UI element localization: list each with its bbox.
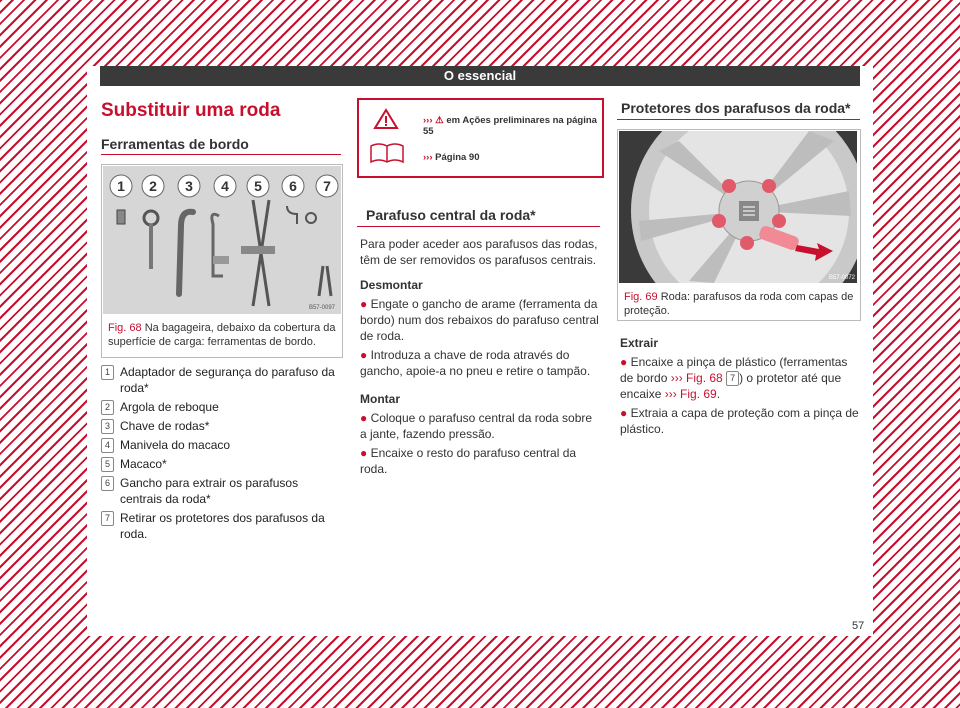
- list-item: 1 Adaptador de segurança do parafuso da roda*: [101, 364, 341, 396]
- page-title: Substituir uma roda: [101, 100, 281, 121]
- chapter-header: O essencial: [100, 66, 860, 86]
- section-rule: [101, 154, 341, 155]
- page-number: 57: [852, 620, 865, 632]
- callout-3-label: 3: [185, 178, 193, 194]
- section-title-bolt-covers: Protetores dos parafusos da roda*: [621, 100, 851, 116]
- warning-box: [357, 98, 604, 178]
- wheel-illustration: [619, 131, 857, 283]
- figure-68-caption-text: Na bagageira, debaixo da cobertura da superfície de carga: ferramentas de bordo.: [108, 322, 336, 348]
- small-warning-icon: ⚠: [435, 115, 444, 126]
- list-item: 3 Chave de rodas*: [101, 418, 341, 434]
- book-icon: [369, 142, 405, 166]
- list-item: 2 Argola de reboque: [101, 399, 341, 415]
- figure-69-code: B57-0072: [828, 275, 855, 281]
- figure-69-caption-text: Roda: parafusos da roda com capas de proteção.: [624, 291, 854, 317]
- extrair-label: Extrair: [620, 336, 659, 350]
- callout-7-label: 7: [323, 178, 331, 194]
- figure-69: [617, 129, 861, 321]
- list-item: 7 Retirar os protetores dos parafusos da roda.: [101, 510, 341, 542]
- callout-4-label: 4: [221, 178, 229, 194]
- intro-paragraph: Para poder aceder aos parafusos das rodas, têm de ser removidos os parafusos centrais.: [360, 237, 598, 267]
- figure-69-ref: Fig. 69: [624, 291, 658, 303]
- callout-6-label: 6: [289, 178, 297, 194]
- list-item: 4 Manivela do macaco: [101, 437, 341, 453]
- list-item: 6 Gancho para extrair os parafusos centrais da roda*: [101, 475, 341, 507]
- bolt-covers-body: [620, 326, 860, 437]
- tools-list: [101, 364, 341, 545]
- fig-68-link[interactable]: ››› Fig. 68: [670, 371, 723, 385]
- bullet-item: ● Introduza a chave de roda através do gancho, apoie-a no pneu e retire o tampão.: [360, 348, 591, 378]
- section-rule: [617, 119, 860, 120]
- fig-69-link[interactable]: ››› Fig. 69: [664, 387, 717, 401]
- figure-69-caption: [624, 290, 854, 318]
- section-title-central-bolt: Parafuso central da roda*: [366, 207, 536, 223]
- warning-ref-2[interactable]: ››› Página 90: [423, 152, 480, 163]
- callout-1-label: 1: [117, 178, 125, 194]
- central-bolt-body: [360, 236, 600, 477]
- bullet-item: ● Coloque o parafuso central da roda sobre a jante, fazendo pressão.: [360, 411, 593, 441]
- section-title-tools: Ferramentas de bordo: [101, 136, 249, 152]
- montar-label: Montar: [360, 392, 400, 406]
- warning-ref-1[interactable]: ››› ⚠ em Ações preliminares na página 55: [423, 115, 597, 137]
- section-rule: [357, 226, 600, 227]
- bullet-item: ● Engate o gancho de arame (ferramenta da bordo) num dos rebaixos do parafuso central de roda.: [360, 297, 599, 343]
- bullet-item: ● Encaixe a pinça de plástico (ferramentas de bordo ››› Fig. 68 7 ) o protetor até que encaixe ››› Fig. 69.: [620, 355, 848, 401]
- callout-5-label: 5: [254, 178, 262, 194]
- desmontar-label: Desmontar: [360, 278, 423, 292]
- figure-68-ref: Fig. 68: [108, 322, 142, 334]
- bullet-item: ● Encaixe o resto do parafuso central da roda.: [360, 446, 577, 476]
- bullet-item: ● Extraia a capa de proteção com a pinça de plástico.: [620, 406, 859, 436]
- figure-68-code: B57-0097: [308, 305, 335, 311]
- callout-2-label: 2: [149, 178, 157, 194]
- list-item: 5 Macaco*: [101, 456, 341, 472]
- tools-illustration: [103, 166, 341, 314]
- figure-68-caption: [108, 321, 336, 349]
- figure-68: [101, 164, 343, 358]
- warning-icon: [373, 108, 399, 130]
- callout-ref-7: 7: [726, 371, 739, 386]
